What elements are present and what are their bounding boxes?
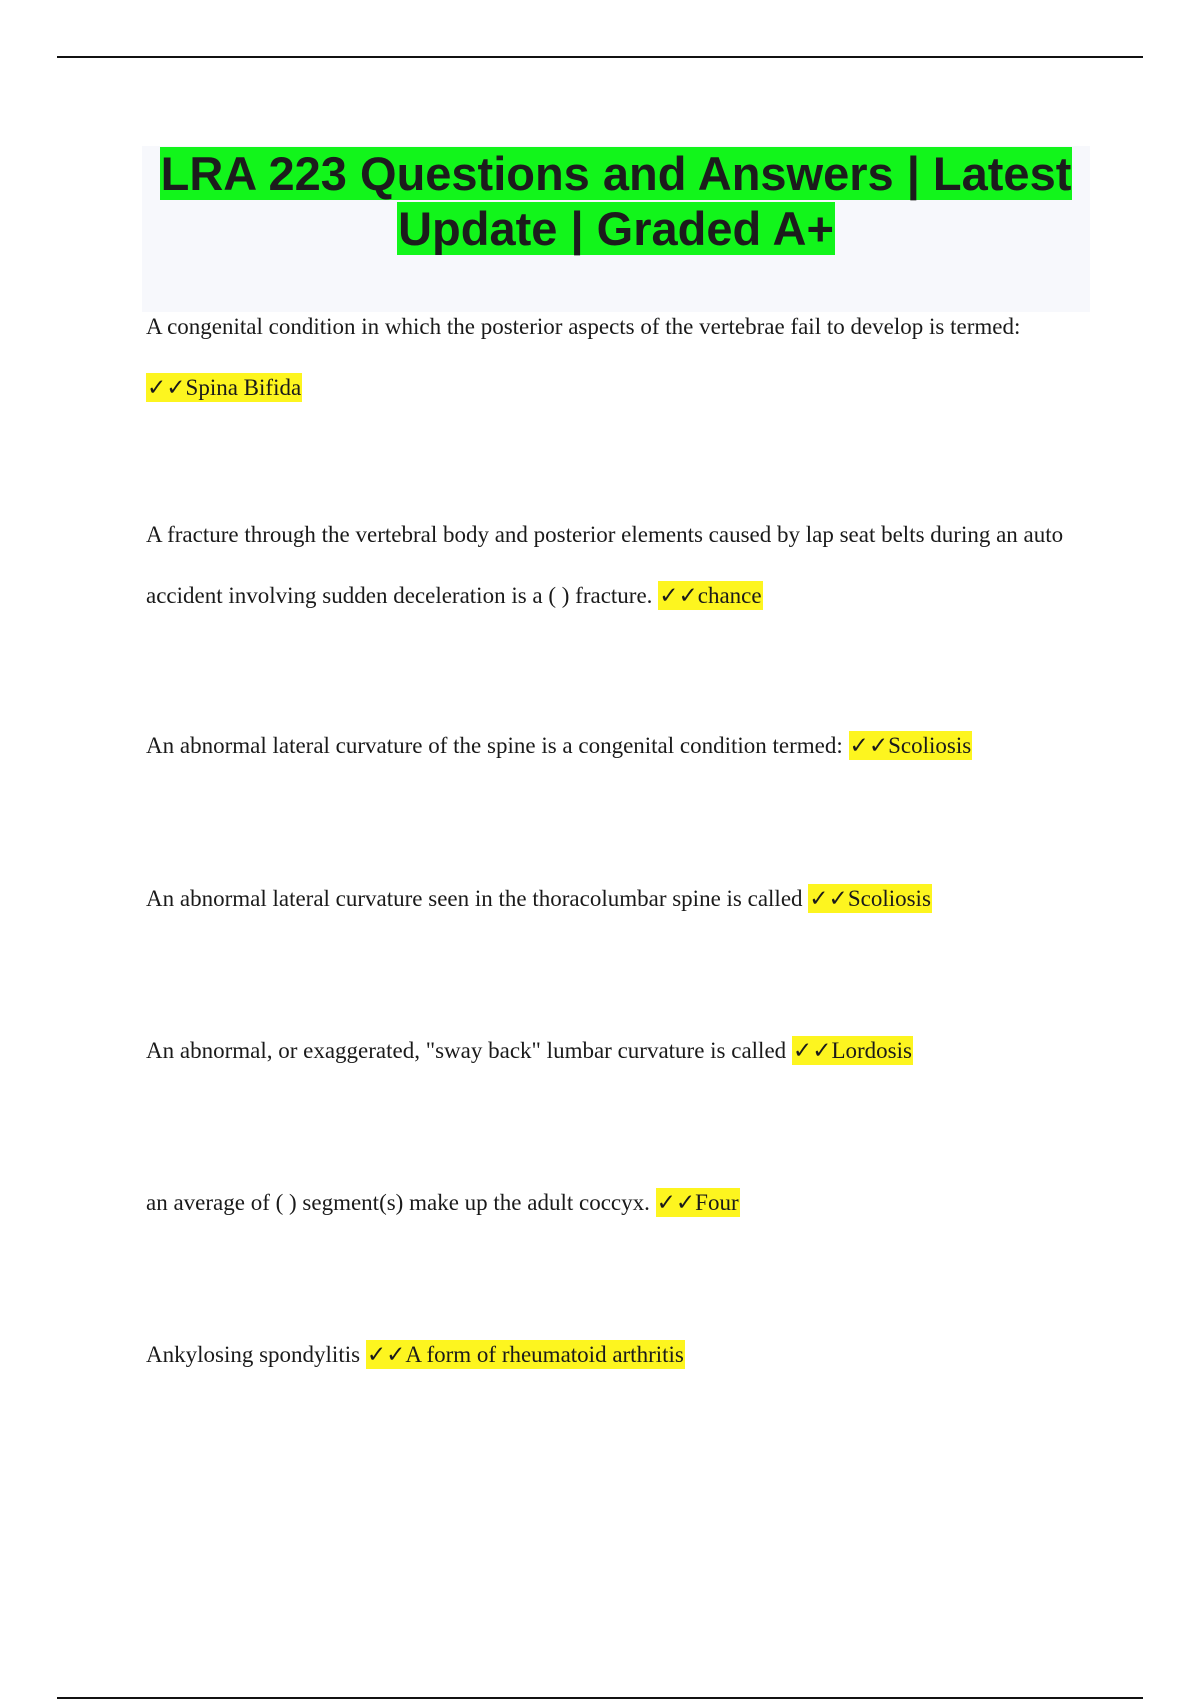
qa-item xyxy=(146,715,1076,776)
answer-highlight xyxy=(792,1036,913,1065)
qa-item xyxy=(146,868,1076,929)
question-text: An abnormal, or exaggerated, "sway back" lumbar curvature is called xyxy=(146,1038,787,1063)
qa-item xyxy=(146,504,1076,626)
question-text: an average of ( ) segment(s) make up the adult coccyx. xyxy=(146,1190,650,1215)
check-mark-icon: ✓✓ xyxy=(659,583,698,608)
answer-highlight xyxy=(366,1340,685,1369)
answer-text: Spina Bifida xyxy=(185,375,302,400)
answer-text: Scoliosis xyxy=(847,886,931,911)
answer-highlight xyxy=(656,1188,740,1217)
question-text: Ankylosing spondylitis xyxy=(146,1342,361,1367)
title-line-2: Update | Graded A+ xyxy=(398,202,834,255)
qa-item xyxy=(146,1172,1076,1233)
answer-text: chance xyxy=(697,583,762,608)
answer-highlight xyxy=(849,731,973,760)
check-mark-icon: ✓✓ xyxy=(366,1342,406,1367)
check-mark-icon: ✓✓ xyxy=(849,733,889,758)
question-text: A congenital condition in which the posterior aspects of the vertebrae fail to develop is termed: xyxy=(146,314,1021,339)
bottom-divider xyxy=(57,1697,1143,1699)
question-text: A fracture through the vertebral body and posterior elements caused by lap seat belts during an auto accident involving sudden deceleration is a ( ) fracture. xyxy=(146,522,1064,608)
answer-highlight xyxy=(146,373,302,402)
qa-item xyxy=(146,1020,1076,1081)
answer-highlight xyxy=(808,884,932,913)
answer-text: A form of rheumatoid arthritis xyxy=(405,1342,684,1367)
check-mark-icon: ✓✓ xyxy=(809,886,848,911)
check-mark-icon: ✓✓ xyxy=(792,1038,832,1063)
qa-item xyxy=(146,296,1076,418)
answer-text: Four xyxy=(695,1190,739,1215)
title-block xyxy=(142,146,1090,312)
check-mark-icon: ✓✓ xyxy=(656,1190,696,1215)
answer-highlight xyxy=(658,581,762,610)
question-text: An abnormal lateral curvature of the spine is a congenital condition termed: xyxy=(146,733,843,758)
question-text: An abnormal lateral curvature seen in the thoracolumbar spine is called xyxy=(146,886,803,911)
document-title xyxy=(142,146,1090,256)
title-line-1: LRA 223 Questions and Answers | Latest xyxy=(160,147,1072,200)
qa-item xyxy=(146,1324,1076,1385)
check-mark-icon: ✓✓ xyxy=(147,375,186,400)
answer-text: Scoliosis xyxy=(888,733,972,758)
answer-text: Lordosis xyxy=(831,1038,912,1063)
top-divider xyxy=(57,56,1143,58)
